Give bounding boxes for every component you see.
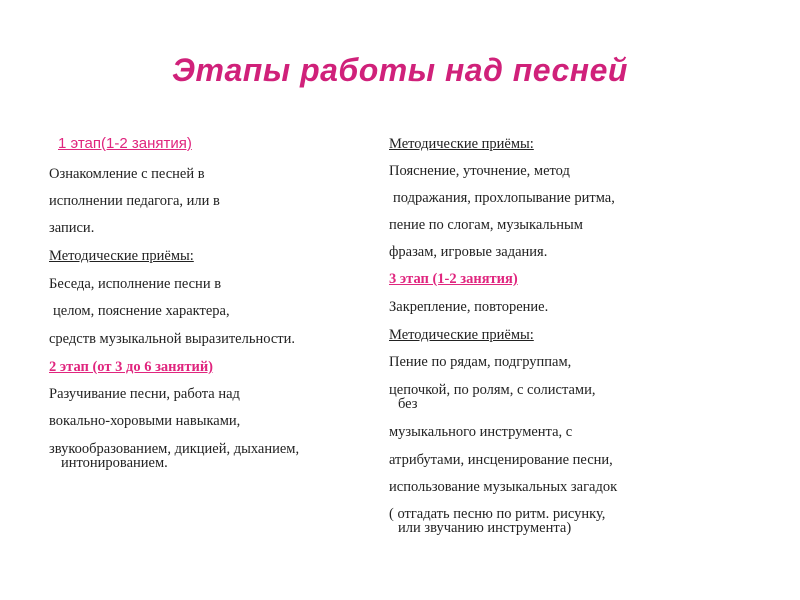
text-line: атрибутами, инсценирование песни, [389, 452, 613, 468]
text-line: вокально-хоровыми навыками, [49, 413, 241, 429]
stage-3-heading: 3 этап (1-2 занятия) [389, 271, 518, 287]
slide-title: Этапы работы над песней [172, 52, 628, 88]
text-line: Пение по рядам, подгруппам, [389, 354, 572, 370]
text-line: или звучанию инструмента) [398, 520, 572, 536]
text-line: записи. [49, 220, 95, 236]
text-line: средств музыкальной выразительности. [49, 331, 295, 347]
text-line: целом, пояснение характера, [53, 303, 230, 319]
text-line: Пояснение, уточнение, метод [389, 163, 570, 179]
text-line: звукообразованием, дикцией, дыханием, [49, 441, 300, 457]
text-line: интонированием. [61, 455, 168, 471]
text-line: Ознакомление с песней в [49, 166, 205, 182]
methods-heading: Методические приёмы: [49, 248, 194, 264]
text-line: ( отгадать песню по ритм. рисунку, [389, 506, 606, 522]
text-line: Закрепление, повторение. [389, 299, 549, 315]
text-line: Беседа, исполнение песни в [49, 276, 222, 292]
text-line: исполнении педагога, или в [49, 193, 220, 209]
methods-heading: Методические приёмы: [389, 136, 534, 152]
methods-heading: Методические приёмы: [389, 327, 534, 343]
text-line: цепочкой, по ролям, с солистами, [389, 382, 596, 398]
text-line: подражания, прохлопывание ритма, [393, 190, 615, 206]
text-line: пение по слогам, музыкальным [389, 217, 583, 233]
text-line: фразам, игровые задания. [389, 244, 548, 260]
text-line: музыкального инструмента, с [389, 424, 573, 440]
stage-2-heading: 2 этап (от 3 до 6 занятий) [49, 359, 214, 375]
text-line: использование музыкальных загадок [389, 479, 618, 495]
stage-1-heading: 1 этап(1-2 занятия) [58, 135, 192, 152]
text-line: без [398, 396, 418, 412]
text-line: Разучивание песни, работа над [49, 386, 240, 402]
